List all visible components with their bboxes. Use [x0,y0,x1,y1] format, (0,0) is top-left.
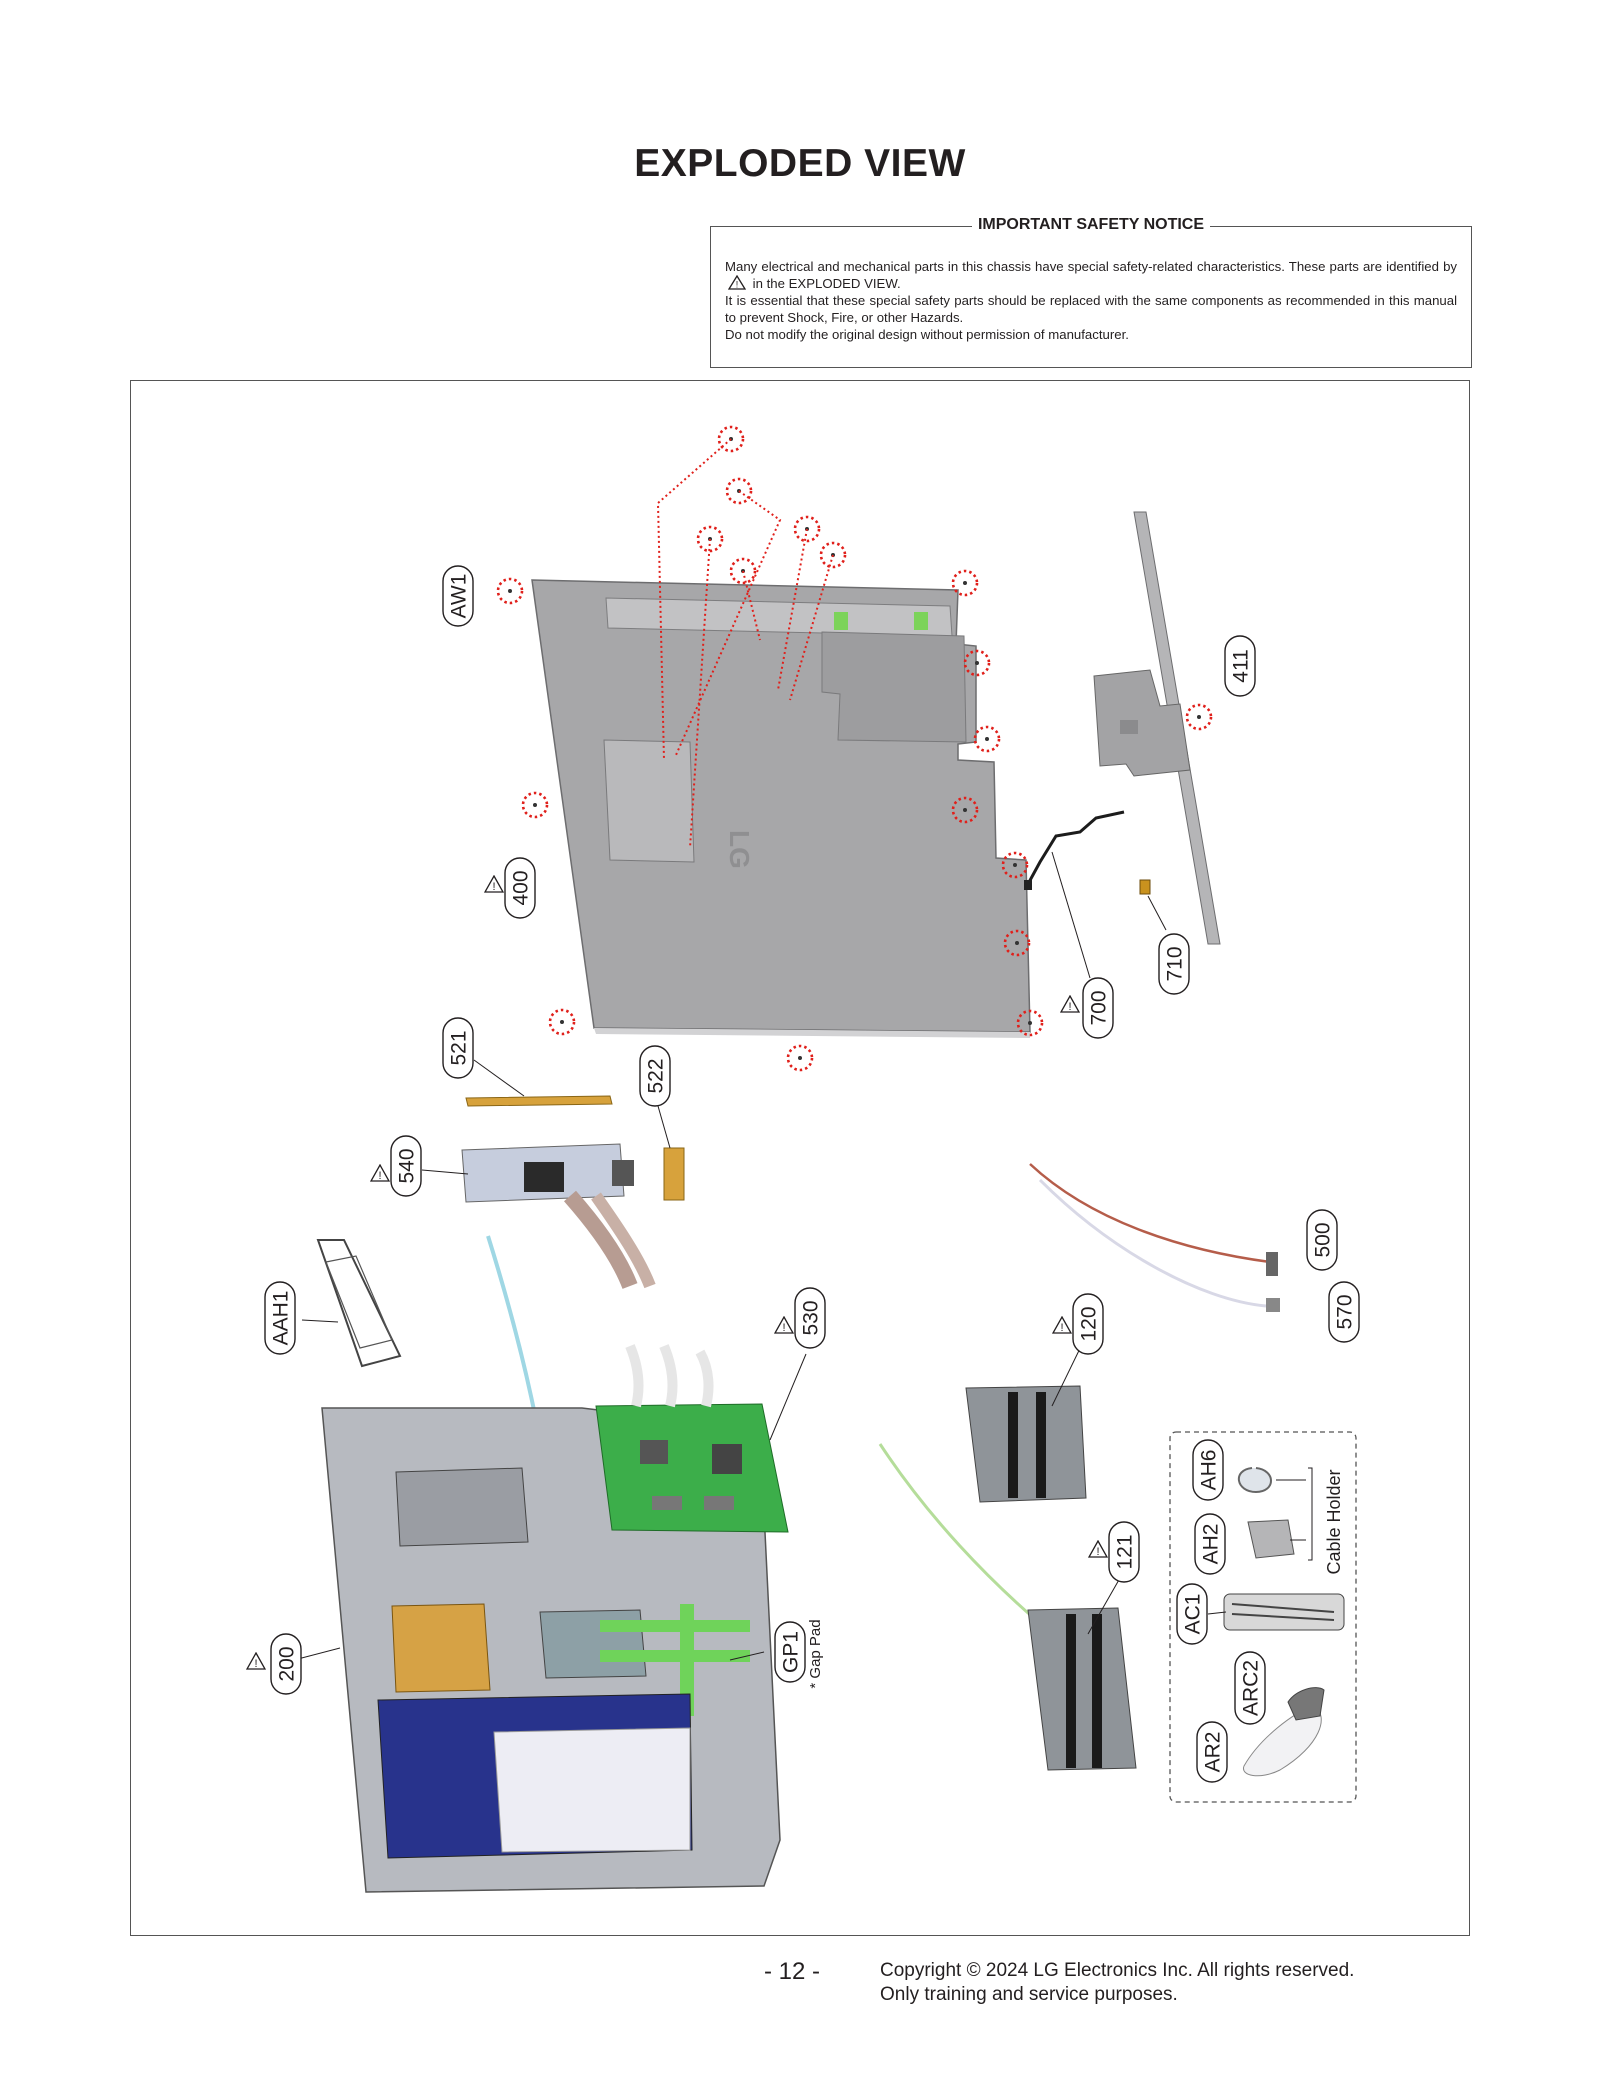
warning-540-icon [371,1165,389,1182]
label-570: 570 [1333,1294,1357,1330]
speaker-121 [1028,1578,1136,1770]
safety-notice-title: IMPORTANT SAFETY NOTICE [972,216,1210,233]
label-AH6: AH6 [1197,1449,1221,1491]
label-AH2: AH2 [1199,1523,1223,1565]
label-AAH1: AAH1 [269,1290,293,1346]
label-500: 500 [1311,1222,1335,1258]
copyright-text: Copyright © 2024 LG Electronics Inc. All rights reserved. [880,1960,1355,1981]
cable-holder-note: Cable Holder [1324,1469,1344,1575]
warning-120-icon [1053,1317,1071,1334]
svg-text:!: ! [735,279,739,290]
label-AC1: AC1 [1181,1593,1205,1635]
speaker-120 [966,1332,1088,1502]
gap-pad-note: * Gap Pad [807,1619,824,1689]
board-540 [422,1144,650,1286]
main-board-530 [596,1346,806,1532]
label-GP1: GP1 [779,1630,803,1674]
stand-bracket-411 [1094,512,1220,944]
bracket-710 [1140,880,1166,930]
label-411: 411 [1229,649,1253,683]
housing-AAH1 [302,1240,400,1366]
label-121: 121 [1113,1534,1137,1570]
label-400: 400 [509,870,533,906]
cable-700 [1024,812,1124,978]
label-540: 540 [395,1148,419,1184]
label-120: 120 [1077,1306,1101,1342]
page-number: - 12 - [764,1958,821,1985]
notice-line-1-suffix: in the EXPLODED VIEW. [752,276,901,291]
cable-500 [1030,1164,1280,1312]
label-521: 521 [447,1030,471,1066]
label-AW1: AW1 [447,573,471,619]
cable-blue [488,1236,536,1420]
notice-line-3: Do not modify the original design without permission of manufacturer. [725,327,1129,342]
label-522: 522 [644,1058,668,1094]
label-710: 710 [1163,946,1187,982]
warning-700-icon [1061,996,1079,1013]
warning-400-icon [485,876,503,893]
label-530: 530 [799,1300,823,1336]
back-cover-400 [532,580,1030,1038]
page-title: EXPLODED VIEW [634,142,966,185]
notice-line-2: It is essential that these special safety parts should be replaced with the same components as recommended in this manual to prevent Shock, Fire, or other Hazards. [725,293,1457,325]
warning-530-icon [775,1317,793,1334]
strip-521 [466,1060,612,1106]
footer-copyright-block [880,1959,1354,2007]
notice-line-1-text: Many electrical and mechanical parts in this chassis have special safety-related characteristics. These parts are identified by [725,259,1457,274]
label-ARC2: ARC2 [1239,1659,1263,1717]
connector-522 [658,1106,684,1200]
label-200: 200 [275,1646,299,1682]
warning-200-icon [247,1653,265,1670]
label-AR2: AR2 [1201,1731,1225,1773]
warning-121-icon [1089,1541,1107,1558]
purpose-text: Only training and service purposes. [880,1984,1178,2005]
svg-text:LG: LG [724,830,755,869]
label-700: 700 [1087,990,1111,1026]
